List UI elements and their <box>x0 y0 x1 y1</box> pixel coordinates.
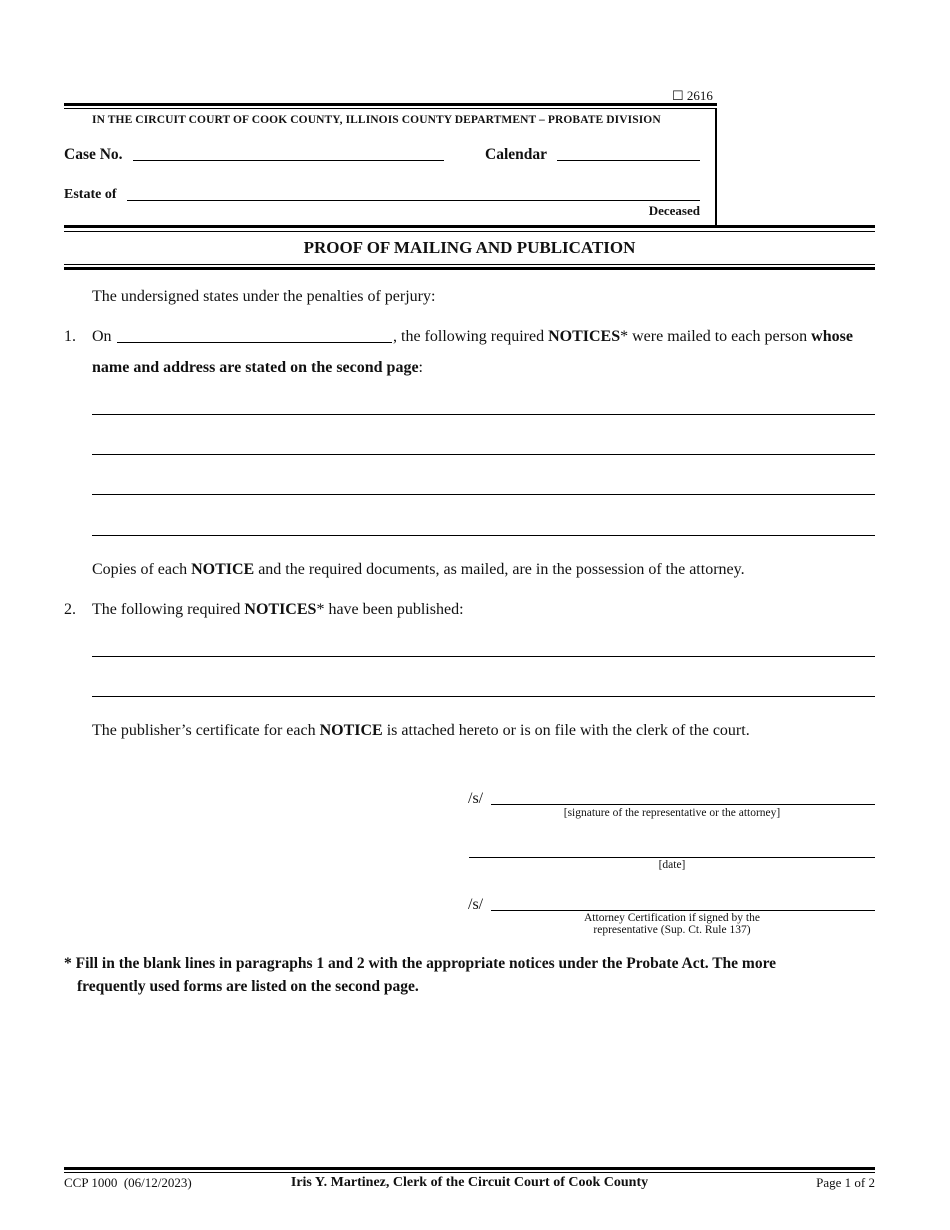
header-top-rule <box>64 103 717 106</box>
footer-clerk: Iris Y. Martinez, Clerk of the Circuit Court of Cook County <box>290 1175 649 1190</box>
signature-slash-s-1: /s/ <box>468 790 484 807</box>
para1-line2-end: : <box>418 359 423 376</box>
case-no-field[interactable] <box>133 160 444 161</box>
para1-notices: NOTICES <box>548 328 621 345</box>
calendar-label: Calendar <box>485 146 547 163</box>
para1-text-a: , the following required <box>393 328 549 345</box>
footer-form-id: CCP 1000 (06/12/2023) <box>64 1175 192 1190</box>
para1-number: 1. <box>64 328 76 345</box>
title-bottom-rule-thin <box>64 264 875 265</box>
para1-bold-tail: whose <box>811 328 853 345</box>
copies-b: and the required documents, as mailed, are in the possession of the attorney. <box>254 561 745 578</box>
signature-slash-s-2: /s/ <box>468 896 484 913</box>
footer-rule-thick <box>64 1167 875 1170</box>
copies-notice: NOTICE <box>191 561 255 578</box>
attorney-caption-line-2: representative (Sup. Ct. Rule 137) <box>593 924 751 936</box>
title-bottom-rule <box>64 267 875 270</box>
footnote-line-1: * Fill in the blank lines in paragraphs 1 and 2 with the appropriate notices under the Probate Act. The more <box>64 955 777 972</box>
estate-of-field[interactable] <box>127 200 700 201</box>
mailed-notice-line-4[interactable] <box>92 535 875 536</box>
para2-b: * have been published: <box>316 601 464 618</box>
publisher-b: is attached hereto or is on file with the clerk of the court. <box>382 722 750 739</box>
para1-line2 <box>92 359 423 377</box>
publisher-a: The publisher’s certificate for each <box>92 722 320 739</box>
signature-caption: [signature of the representative or the attorney] <box>563 807 781 819</box>
deceased-label: Deceased <box>648 203 700 218</box>
para2-number: 2. <box>64 601 76 618</box>
header-top-rule-thin <box>64 108 717 109</box>
case-no-label: Case No. <box>64 146 123 163</box>
calendar-field[interactable] <box>557 160 700 161</box>
footer-rule-thin <box>64 1172 875 1173</box>
mailed-notice-line-1[interactable] <box>92 414 875 415</box>
para2-notices: NOTICES <box>244 601 317 618</box>
para2-text <box>92 601 464 619</box>
title-top-rule <box>64 225 875 228</box>
para1-line2-bold: name and address are stated on the second page <box>92 359 419 376</box>
mailed-notice-line-3[interactable] <box>92 494 875 495</box>
publisher-statement <box>92 722 750 740</box>
para2-a: The following required <box>92 601 245 618</box>
copies-a: Copies of each <box>92 561 192 578</box>
copies-statement <box>92 561 745 579</box>
mailing-date-field[interactable] <box>117 342 392 343</box>
date-field[interactable] <box>469 857 875 858</box>
court-heading: IN THE CIRCUIT COURT OF COOK COUNTY, ILLINOIS COUNTY DEPARTMENT – PROBATE DIVISION <box>92 114 661 126</box>
para1-on: On <box>92 328 112 345</box>
header-right-border <box>715 108 717 225</box>
para1-text <box>393 328 853 346</box>
title-top-rule-thin <box>64 231 875 232</box>
para1-text-b: * were mailed to each person <box>620 328 812 345</box>
attorney-caption-line-1: Attorney Certification if signed by the <box>584 912 760 924</box>
footnote-line-2: frequently used forms are listed on the second page. <box>77 978 419 995</box>
mailed-notice-line-2[interactable] <box>92 454 875 455</box>
published-notice-line-1[interactable] <box>92 656 875 657</box>
estate-of-label: Estate of <box>64 187 117 202</box>
signature-field[interactable] <box>491 804 875 805</box>
publisher-notice: NOTICE <box>319 722 383 739</box>
attorney-certification-field[interactable] <box>491 910 875 911</box>
page-title: PROOF OF MAILING AND PUBLICATION <box>303 238 636 257</box>
published-notice-line-2[interactable] <box>92 696 875 697</box>
date-caption: [date] <box>658 859 686 871</box>
form-number: ☐ 2616 <box>672 88 713 103</box>
footer-page-number: Page 1 of 2 <box>816 1175 875 1190</box>
intro-statement: The undersigned states under the penalties of perjury: <box>92 288 436 305</box>
